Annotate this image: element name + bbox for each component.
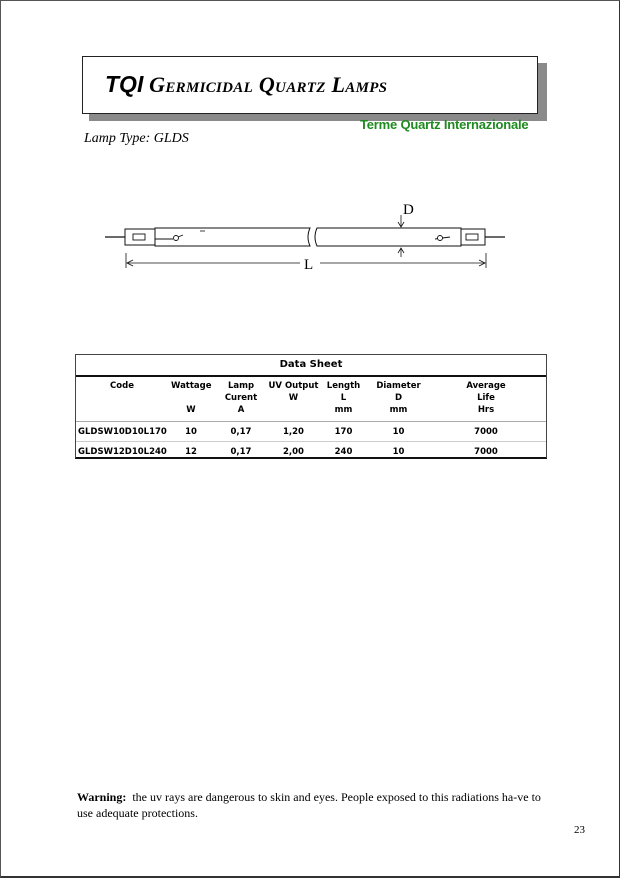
title-box [82, 56, 538, 114]
warning-text: the uv rays are dangerous to skin and eyes. People exposed to this radiations ha-ve to use adequate protections. [77, 790, 541, 820]
data-sheet-table [75, 354, 547, 459]
cell-diameter: 10 [392, 427, 405, 437]
col-header-code: Code [110, 381, 134, 391]
unit-length: mm [334, 405, 353, 415]
data-sheet-title: Data Sheet [76, 355, 546, 377]
col-header-current: Lamp Curent [224, 381, 258, 403]
cell-length: 240 [334, 447, 353, 457]
col-header-wattage: Wattage [171, 381, 212, 391]
cell-current: 0,17 [230, 447, 252, 457]
unit-wattage: W [186, 405, 196, 415]
cell-average-life: 7000 [474, 447, 498, 457]
page-number: 23 [574, 824, 585, 836]
company-name: Terme Quartz Internazionale [360, 117, 529, 132]
diameter-label: D [403, 202, 414, 218]
title-words: Germicidal Quartz Lamps [149, 72, 388, 97]
col-header-diameter: Diameter D [376, 381, 421, 403]
page-title [105, 71, 387, 98]
table-row [76, 442, 546, 461]
unit-life: Hrs [477, 405, 495, 415]
unit-current: A [237, 405, 245, 415]
col-header-uv-output: UV Output W [268, 381, 319, 403]
lamp-type: Lamp Type: GLDS [84, 131, 189, 146]
length-label: L [304, 257, 314, 273]
table-row [76, 422, 546, 442]
cell-uv-output: 1,20 [283, 427, 304, 437]
cell-uv-output: 2,00 [283, 447, 304, 457]
cell-diameter: 10 [392, 447, 405, 457]
cell-wattage: 10 [185, 427, 197, 437]
col-header-length: Length L [326, 381, 361, 403]
cell-current: 0,17 [230, 427, 252, 437]
cell-code: GLDSW12D10L240 [78, 447, 167, 457]
cell-wattage: 12 [185, 447, 197, 457]
warning-note [77, 789, 547, 821]
unit-diameter: mm [389, 405, 408, 415]
cell-code: GLDSW10D10L170 [78, 427, 167, 437]
lamp-diagram [105, 195, 515, 275]
col-header-average-life: Average Life [466, 381, 506, 403]
cell-length: 170 [334, 427, 353, 437]
brand-name: TQI [105, 71, 144, 97]
cell-average-life: 7000 [474, 427, 498, 437]
warning-label: Warning: [77, 790, 127, 804]
table-header-row [76, 377, 546, 422]
